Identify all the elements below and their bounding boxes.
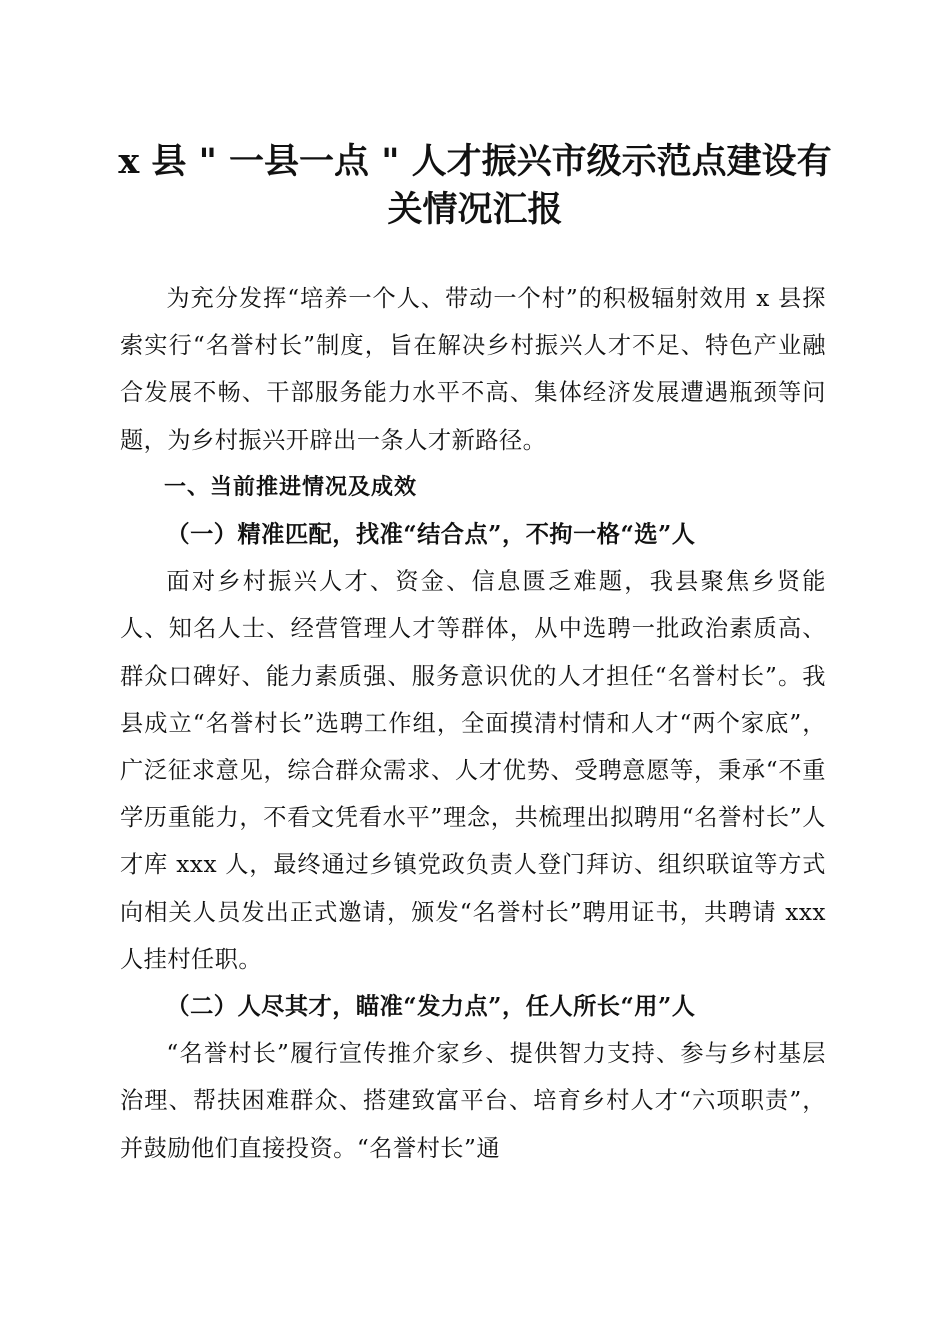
title-line-2: 关情况汇报 xyxy=(387,189,563,230)
document-body xyxy=(120,275,826,1172)
document-title xyxy=(110,138,840,234)
title-line-1: x 县 " 一县一点 " 人才振兴市级示范点建设有 xyxy=(118,141,832,182)
subsection-heading-precise-matching: （一）精准匹配，找准“结合点”，不拘一格“选”人 xyxy=(166,521,696,548)
subsection-2-paragraph: “名誉村长”履行宣传推介家乡、提供智力支持、参与乡村基层治理、帮扶困难群众、搭建致富平台、培育乡村人才“六项职责”，并鼓励他们直接投资。“名誉村长”通 xyxy=(120,1040,826,1162)
intro-paragraph: 为充分发挥“培养一个人、带动一个村”的积极辐射效用 x 县探索实行“名誉村长”制度，旨在解决乡村振兴人才不足、特色产业融合发展不畅、干部服务能力水平不高、集体经济发展遭遇瓶颈等问题，为乡村振兴开辟出一条人才新路径。 xyxy=(120,285,826,454)
section-heading-current-progress: 一、当前推进情况及成效 xyxy=(164,474,418,500)
subsection-1-paragraph: 面对乡村振兴人才、资金、信息匮乏难题，我县聚焦乡贤能人、知名人士、经营管理人才等群体，从中选聘一批政治素质高、群众口碑好、能力素质强、服务意识优的人才担任“名誉村长”。我县成立“名誉村长”选聘工作组，全面摸清村情和人才“两个家底”，广泛征求意见，综合群众需求、人才优势、受聘意愿等，秉承“不重学历重能力，不看文凭看水平”理念，共梳理出拟聘用“名誉村长”人才库 xxx 人，最终通过乡镇党政负责人登门拜访、组织联谊等方式向相关人员发出正式邀请，颁发“名誉村长”聘用证书，共聘请 xxx 人挂村任职。 xyxy=(120,568,826,973)
subsection-heading-talent-use: （二）人尽其才，瞄准“发力点”，任人所长“用”人 xyxy=(166,993,696,1021)
